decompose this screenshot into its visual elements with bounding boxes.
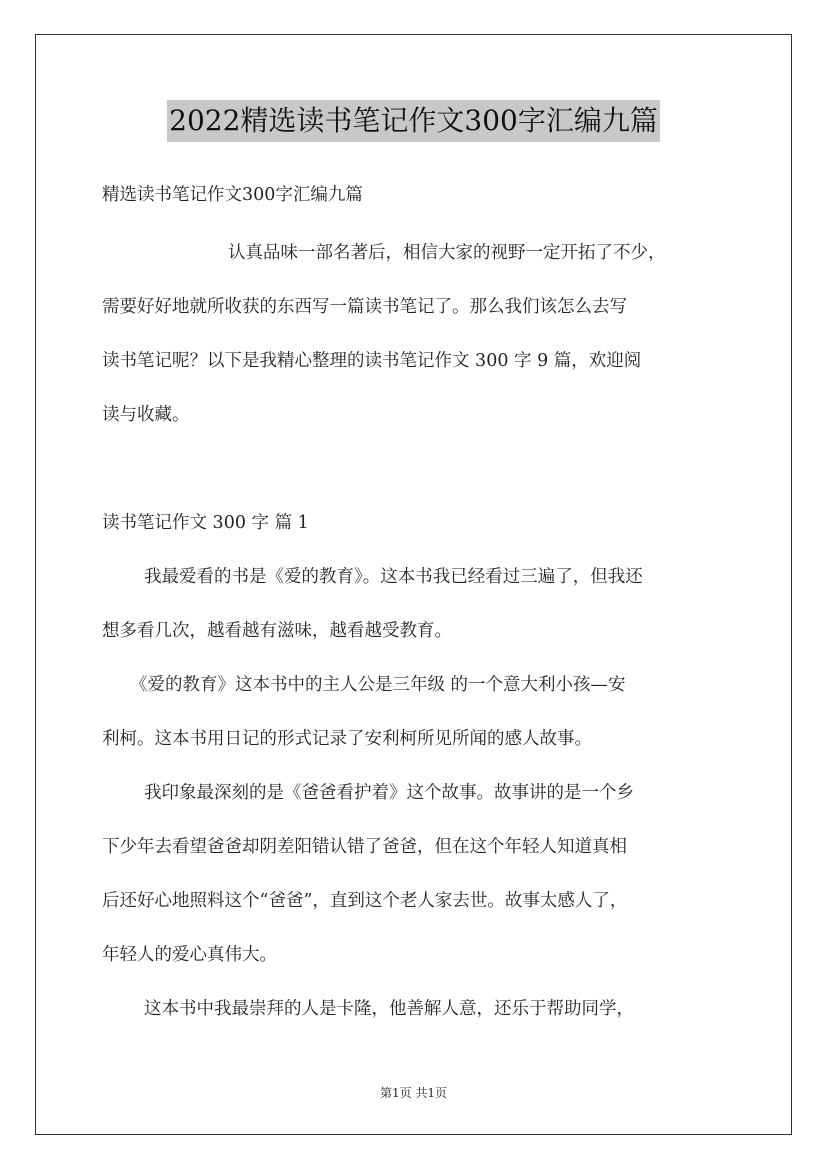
body-line: 这本书中我最崇拜的人是卡隆，他善解人意，还乐于帮助同学， [144,999,634,1019]
intro-line: 读与收藏。 [102,405,190,425]
title-container [0,100,827,142]
body-line: 利柯。这本书用日记的形式记录了安利柯所见所闻的感人故事。 [102,729,592,749]
body-line: 年轻人的爱心真伟大。 [102,945,277,965]
section-heading: 读书笔记作文 300 字 篇 1 [102,513,309,533]
body-line: 后还好心地照料这个“爸爸”，直到这个老人家去世。故事太感人了， [102,891,628,911]
body-line: 《爱的教育》这本书中的主人公是三年级 的一个意大利小孩—安 [130,675,626,695]
intro-line: 需要好好地就所收获的东西写一篇读书笔记了。那么我们该怎么去写 [102,297,627,317]
intro-line: 认真品味一部名著后，相信大家的视野一定开拓了不少， [228,243,666,263]
intro-line: 读书笔记呢？以下是我精心整理的读书笔记作文 300 字 9 篇，欢迎阅 [102,351,642,371]
page-footer: 第1页 共1页 [379,1086,448,1100]
body-line: 我印象最深刻的是《爸爸看护着》这个故事。故事讲的是一个乡 [144,783,634,803]
body-line: 我最爱看的书是《爱的教育》。这本书我已经看过三遍了，但我还 [144,567,643,587]
body-line: 想多看几次，越看越有滋味，越看越受教育。 [102,621,452,641]
subtitle: 精选读书笔记作文300字汇编九篇 [102,185,363,205]
page-title: 2022精选读书笔记作文300字汇编九篇 [167,100,660,142]
body-line: 下少年去看望爸爸却阴差阳错认错了爸爸，但在这个年轻人知道真相 [102,837,627,857]
